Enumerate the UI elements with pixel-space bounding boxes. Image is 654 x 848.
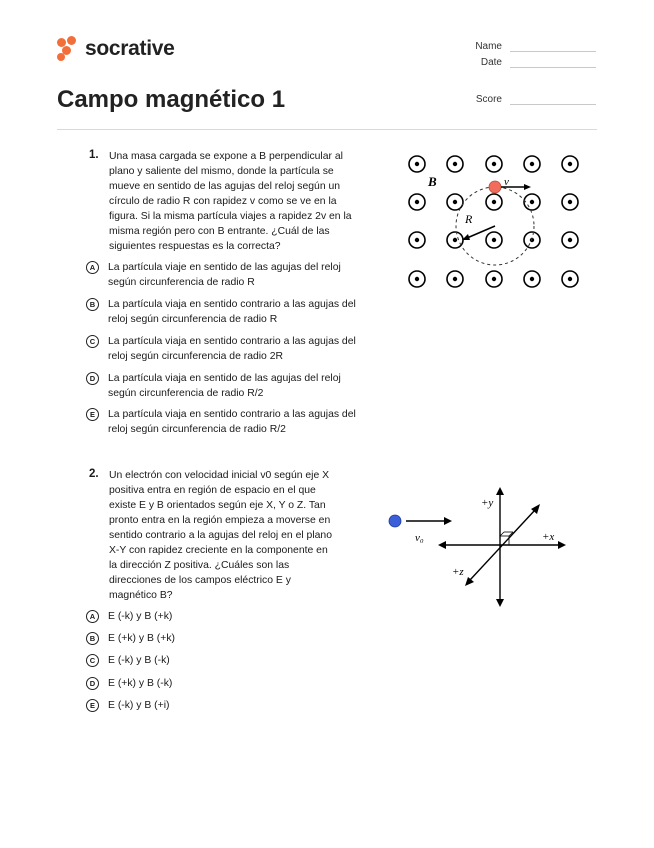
field-dot-center [492, 238, 496, 242]
question-1-option-c[interactable] [86, 334, 356, 364]
y-axis-label: +y [481, 497, 494, 509]
question-1-text [109, 149, 352, 254]
text-line: Un electrón con velocidad inicial v0 según eje X [109, 470, 330, 481]
field-dot-center [453, 162, 457, 166]
text-line: círculo de radio R con rapidez v como se ve en la [109, 196, 337, 207]
charged-particle [489, 181, 501, 193]
r-label: R [465, 212, 473, 226]
score-label: Score [475, 94, 502, 105]
option-text: E (+k) y B (-k) [108, 678, 173, 689]
option-letter-e: E [86, 699, 99, 712]
field-dot-center [492, 200, 496, 204]
x-axis-arrowhead-left [438, 541, 446, 549]
option-letter-e: E [86, 408, 99, 421]
field-dot-center [530, 200, 534, 204]
y-axis-arrowhead-bottom [496, 599, 504, 607]
question-1-number: 1. [89, 149, 99, 161]
option-letter-b: B [86, 298, 99, 311]
velocity-arrowhead [524, 184, 531, 190]
z-axis-label: +z [452, 566, 464, 578]
question-2-option-c[interactable] [86, 653, 170, 668]
electron-axes-figure [380, 485, 595, 610]
question-1-option-b[interactable] [86, 297, 356, 327]
field-dot-center [568, 277, 572, 281]
magnetic-field-figure [395, 148, 595, 298]
option-text: según circunferencia de radio R [108, 277, 255, 288]
question-2-number: 2. [89, 468, 99, 480]
field-dot-center [492, 277, 496, 281]
field-dot-center [568, 162, 572, 166]
v0-arrowhead [444, 517, 452, 525]
option-text: según circunferencia de radio R/2 [108, 388, 264, 399]
question-1-option-d[interactable] [86, 371, 341, 401]
text-line: siguientes respuestas es la correcta? [109, 241, 281, 252]
option-text: La partícula viaje en sentido de las agujas del reloj [108, 262, 341, 273]
socrative-logo-icon [57, 36, 79, 62]
v0-label: v₀ [415, 532, 424, 544]
text-line: direcciones de los campos eléctrico E y [109, 575, 291, 586]
electron [389, 515, 401, 527]
option-text: E (-k) y B (+i) [108, 700, 170, 711]
text-line: pronto entra en la región empieza a moverse en [109, 515, 331, 526]
name-label: Name [475, 41, 502, 52]
date-label: Date [480, 57, 502, 68]
field-dot-center [415, 238, 419, 242]
option-text: reloj según circunferencia de radio R/2 [108, 424, 286, 435]
text-line: figura. Si la misma partícula viajes a rapidez 2v en la [109, 211, 352, 222]
field-dot-center [453, 277, 457, 281]
option-letter-a: A [86, 261, 99, 274]
option-letter-a: A [86, 610, 99, 623]
option-text: La partícula viaja en sentido contrario a las agujas del [108, 299, 356, 310]
text-line: mueve en sentido de las agujas del reloj según un [109, 181, 341, 192]
option-text: La partícula viaja en sentido contrario a las agujas del [108, 336, 356, 347]
field-dot-center [453, 238, 457, 242]
header-divider [57, 129, 597, 130]
field-dot-center [530, 277, 534, 281]
option-letter-b: B [86, 632, 99, 645]
option-text: reloj según circunferencia de radio 2R [108, 351, 284, 362]
option-letter-c: C [86, 335, 99, 348]
text-line: magnético B? [109, 590, 173, 601]
x-axis-label: +x [542, 531, 555, 543]
field-dot-center [415, 162, 419, 166]
field-dot-center [453, 200, 457, 204]
text-line: Una masa cargada se expone a B perpendicular al [109, 151, 343, 162]
question-2-option-e[interactable] [86, 698, 169, 713]
option-text: E (-k) y B (+k) [108, 611, 173, 622]
option-letter-c: C [86, 654, 99, 667]
field-dot-center [415, 200, 419, 204]
question-1-option-a[interactable] [86, 260, 341, 290]
field-dot-center [568, 238, 572, 242]
field-dot-center [568, 200, 572, 204]
question-1-option-e[interactable] [86, 407, 356, 437]
date-field[interactable] [510, 67, 596, 68]
v-label: v [504, 176, 509, 188]
option-text: E (+k) y B (+k) [108, 633, 175, 644]
b-label: B [428, 174, 437, 189]
text-line: positiva entra en región de espacio en el que [109, 485, 316, 496]
y-axis-arrowhead-top [496, 487, 504, 495]
question-2-option-a[interactable] [86, 609, 172, 624]
page-title: Campo magnético 1 [57, 86, 286, 113]
option-letter-d: D [86, 677, 99, 690]
name-field[interactable] [510, 51, 596, 52]
text-line: sentido contrario a la agujas del reloj en el plano [109, 530, 332, 541]
text-line: plano y saliente del mismo, donde la partícula se [109, 166, 334, 177]
text-line: misma región pero con B entrante. ¿Cuál de las [109, 226, 330, 237]
text-line: la dirección Z positiva. ¿Cuáles son las [109, 560, 290, 571]
x-axis-arrowhead-right [558, 541, 566, 549]
brand-name: socrative [85, 37, 175, 60]
z-axis-arrowhead-bottom [465, 577, 474, 586]
option-text: reloj según circunferencia de radio R [108, 314, 278, 325]
field-dot-center [415, 277, 419, 281]
option-text: La partícula viaja en sentido contrario a las agujas del [108, 409, 356, 420]
text-line: X-Y con rapidez creciente en la componente en [109, 545, 328, 556]
field-dot-center [492, 162, 496, 166]
question-2-text [109, 468, 332, 603]
option-letter-d: D [86, 372, 99, 385]
field-dot-center [530, 162, 534, 166]
question-2-option-b[interactable] [86, 631, 175, 646]
option-text: E (-k) y B (-k) [108, 655, 170, 666]
option-text: La partícula viaja en sentido de las agujas del reloj [108, 373, 341, 384]
score-field[interactable] [510, 104, 596, 105]
brand-logo [57, 36, 175, 62]
text-line: existe E y B orientados según eje X, Y o Z. Tan [109, 500, 326, 511]
question-2-option-d[interactable] [86, 676, 172, 691]
